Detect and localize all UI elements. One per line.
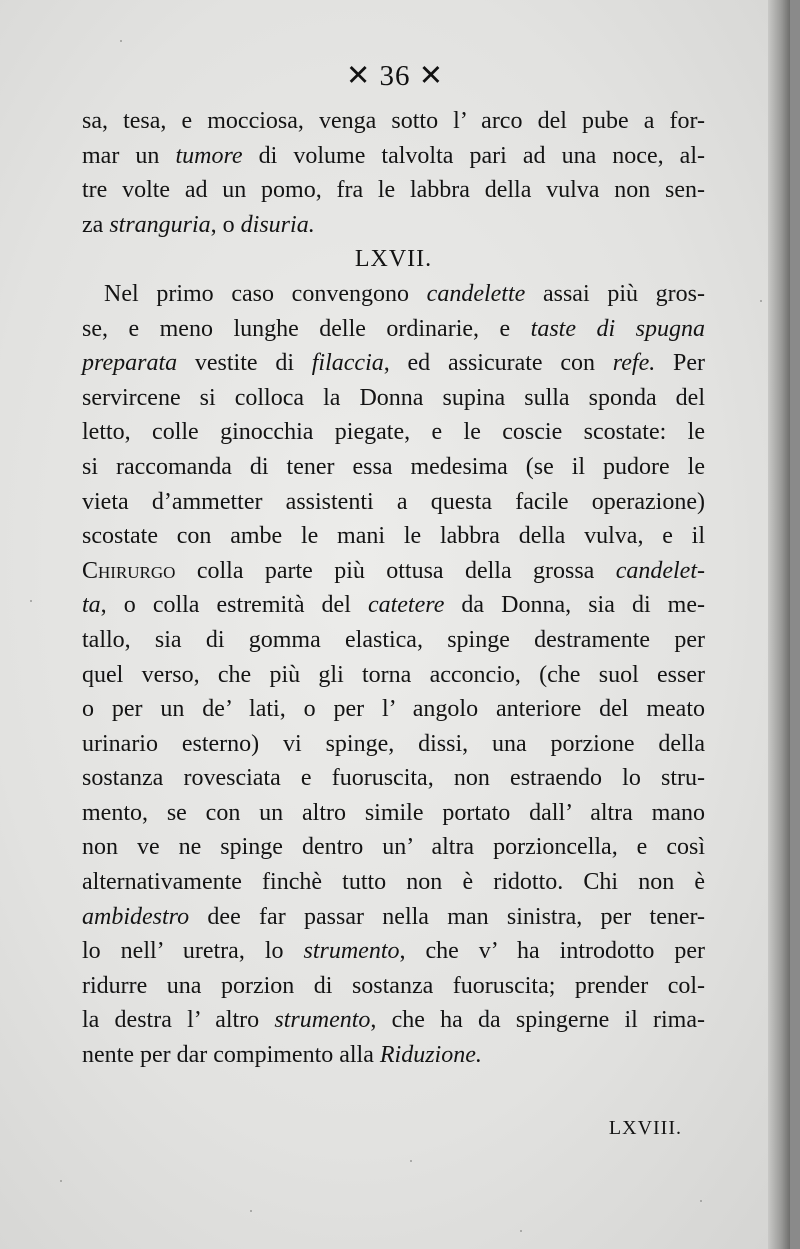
text-run: mar un <box>82 142 176 169</box>
paper-speck <box>250 1210 252 1212</box>
text-run: se, e meno lunghe delle ordinarie, e <box>82 315 531 342</box>
page-number: ✕ 36 ✕ <box>345 60 445 92</box>
text-run: sa, tesa, e mocciosa, venga sotto l’ arco del pube a for- <box>82 108 705 134</box>
text-run: , o <box>210 211 241 238</box>
italic-run: preparata <box>82 350 178 377</box>
text-run: lo nell’ uretra, lo <box>82 938 304 965</box>
text-run: mento, se con un altro simile portato dall’ altra mano <box>82 799 705 826</box>
text-line <box>82 485 705 520</box>
text-line <box>82 519 705 554</box>
text-line <box>82 796 705 831</box>
text-run: quel verso, che più gli torna acconcio, (che suol esser <box>82 661 705 688</box>
text-line <box>82 312 705 347</box>
text-line <box>82 727 705 762</box>
text-line <box>82 139 705 174</box>
text-run: letto, colle ginocchia piegate, e le coscie scostate: le <box>82 419 705 446</box>
text-run: nente per dar compimento alla <box>82 1042 380 1069</box>
text-line <box>82 900 705 935</box>
text-run: Nel primo caso convengono <box>104 280 427 307</box>
text-run: LXVII. <box>354 246 433 273</box>
italic-run: refe. <box>612 350 656 377</box>
text-run: vieta d’ammetter assistenti a questa facile operazione) <box>82 488 705 515</box>
text-line <box>82 934 705 969</box>
italic-run: stranguria <box>109 211 211 238</box>
paper-speck <box>410 1160 412 1162</box>
paper-speck <box>520 1230 522 1232</box>
text-line <box>82 450 705 485</box>
paper-speck <box>760 300 762 302</box>
text-run: sostanza rovesciata e fuoruscita, non estraendo lo stru- <box>82 765 705 792</box>
text-run: o per un de’ lati, o per l’ angolo anteriore del meato <box>82 696 705 723</box>
text-run: , che v’ ha introdotto per <box>399 938 705 965</box>
italic-run: taste di spugna <box>530 315 705 342</box>
italic-run: catetere <box>367 592 445 619</box>
text-run: la destra l’ altro <box>82 1007 275 1034</box>
section-heading <box>82 242 705 277</box>
italic-run: tumore <box>175 142 243 169</box>
italic-run: candelet- <box>615 557 705 584</box>
text-run: di volume talvolta pari ad una noce, al- <box>242 142 705 169</box>
text-line <box>82 1003 705 1038</box>
text-run: ridurre una porzion di sostanza fuoruscita; prender col- <box>82 972 705 999</box>
italic-run: candelette <box>426 280 526 307</box>
italic-run: Riduzione. <box>379 1042 482 1069</box>
text-line <box>82 692 705 727</box>
text-line <box>82 277 705 312</box>
paper-speck <box>700 1200 702 1202</box>
italic-run: strumento <box>274 1007 371 1034</box>
small-caps-run: Chirurgo <box>82 557 176 584</box>
body-text <box>82 104 705 1073</box>
text-line <box>82 761 705 796</box>
text-line <box>82 415 705 450</box>
text-line <box>82 658 705 693</box>
text-run: vestite di <box>177 350 312 377</box>
text-run: za <box>82 211 110 238</box>
italic-run: ta <box>82 592 101 619</box>
italic-run: disuria. <box>240 211 315 238</box>
text-line <box>82 830 705 865</box>
paper-speck <box>60 1180 62 1182</box>
text-run: alternativamente finchè tutto non è ridotto. Chi non è <box>82 869 705 896</box>
catchword: LXVIII. <box>608 1117 682 1139</box>
text-run: , o colla estremità del <box>100 592 368 619</box>
text-line <box>82 1038 705 1073</box>
text-line <box>82 346 705 381</box>
paper-speck <box>30 600 32 602</box>
text-run: colla parte più ottusa della grossa <box>175 557 616 584</box>
text-line <box>82 623 705 658</box>
italic-run: ambidestro <box>82 903 190 930</box>
text-line <box>82 104 705 139</box>
text-line <box>82 588 705 623</box>
text-line <box>82 554 705 589</box>
text-line <box>82 865 705 900</box>
text-run: scostate con ambe le mani le labbra della vulva, e il <box>82 523 705 550</box>
text-run: assai più gros- <box>525 280 705 307</box>
italic-run: filaccia <box>311 350 384 377</box>
text-line <box>82 381 705 416</box>
bleed-through-text <box>170 1081 730 1096</box>
text-line <box>82 173 705 208</box>
text-run: , ed assicurate con <box>383 350 613 377</box>
text-run: tre volte ad un pomo, fra le labbra della vulva non sen- <box>82 177 705 204</box>
text-line <box>82 208 705 243</box>
text-run: si raccomanda di tener essa medesima (se il pudore le <box>82 453 705 480</box>
text-run: Per <box>655 350 705 377</box>
text-run: servircene si colloca la Donna supina sulla sponda del <box>82 384 705 411</box>
italic-run: strumento <box>303 938 400 965</box>
text-run: , che ha da spingerne il rima- <box>370 1007 705 1034</box>
text-run: da Donna, sia di me- <box>444 592 705 619</box>
text-run: non ve ne spinge dentro un’ altra porzioncella, e così <box>82 834 705 861</box>
paper-speck <box>120 40 122 42</box>
text-run: dee far passar nella man sinistra, per tener- <box>189 903 705 930</box>
page-edge-shadow <box>768 0 790 1249</box>
text-run: tallo, sia di gomma elastica, spinge destramente per <box>82 626 705 653</box>
text-run: urinario esterno) vi spinge, dissi, una porzione della <box>82 730 705 757</box>
text-line <box>82 969 705 1004</box>
